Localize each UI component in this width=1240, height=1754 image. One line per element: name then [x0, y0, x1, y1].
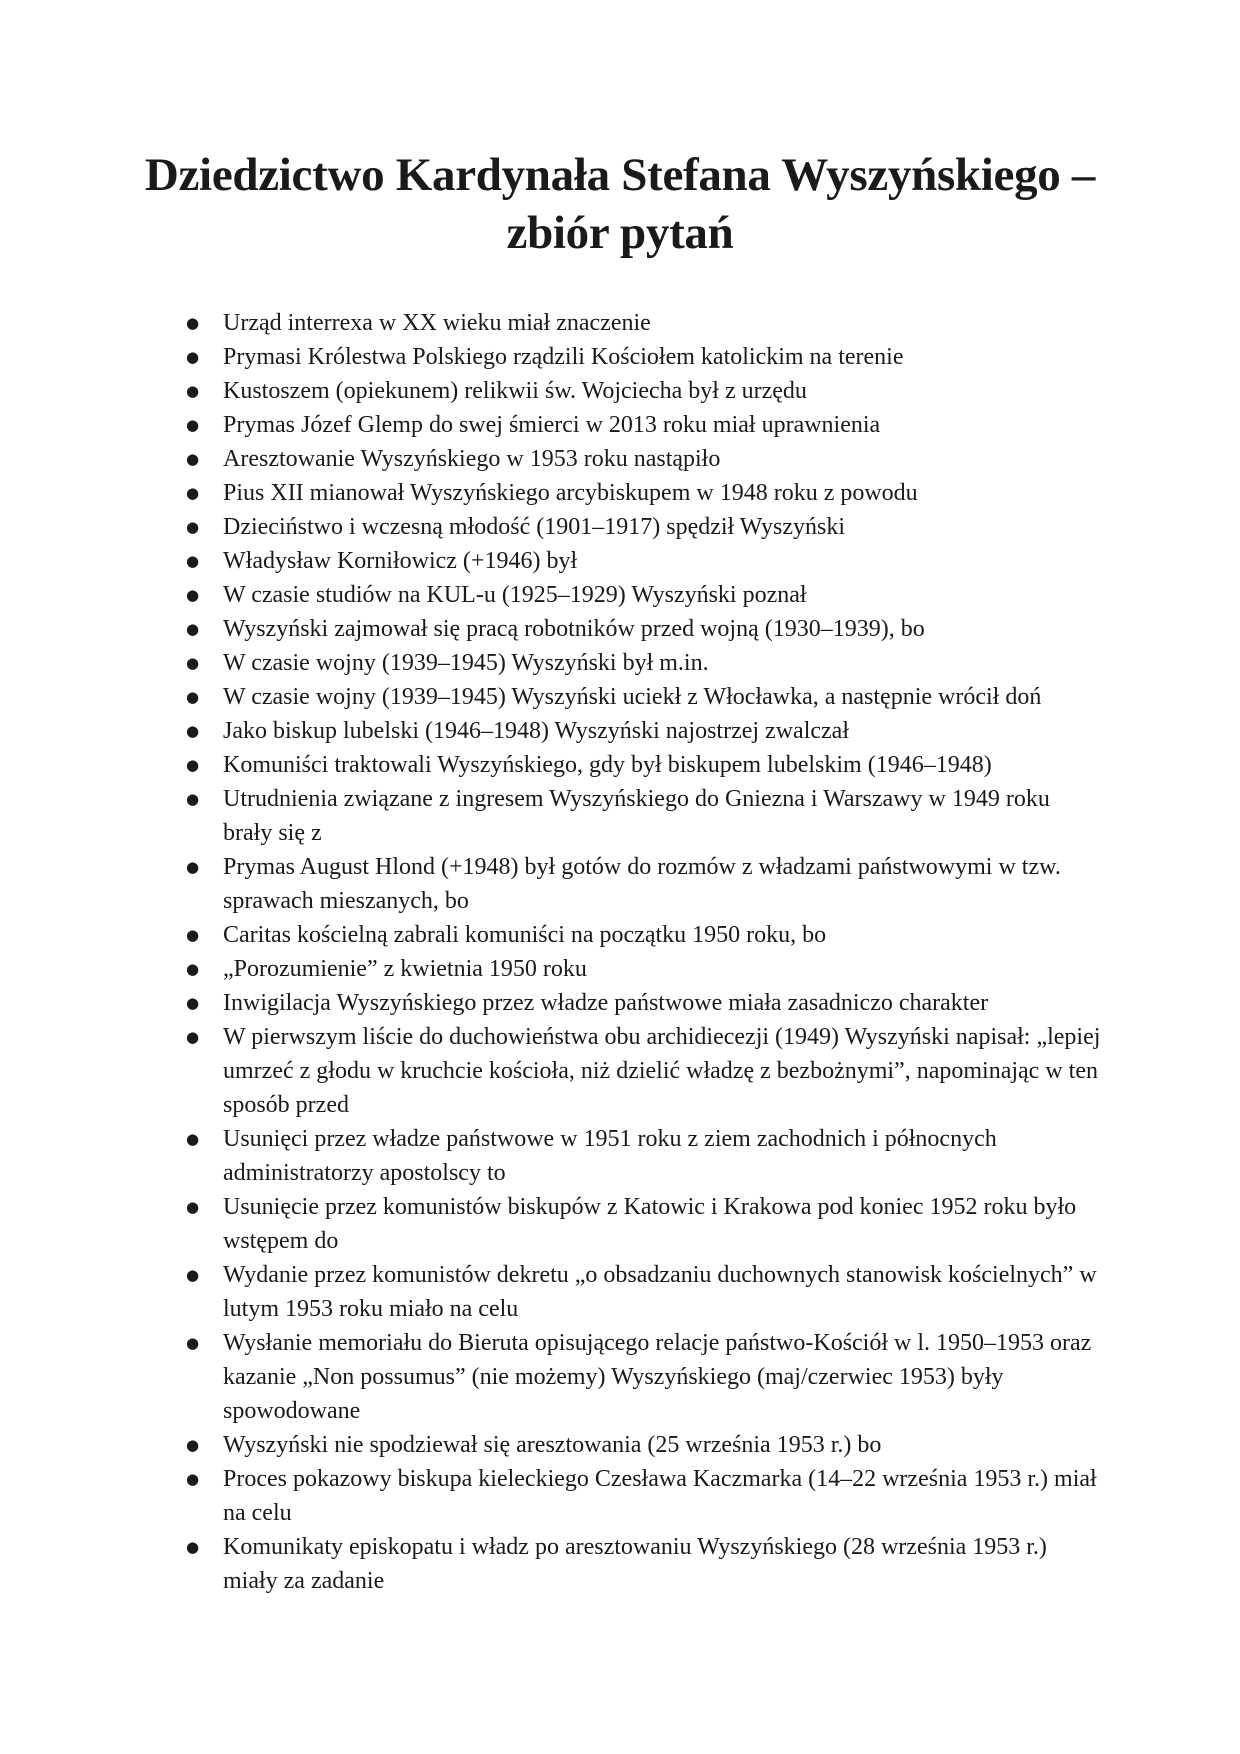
question-item: ● „Porozumienie” z kwietnia 1950 roku [0, 952, 1103, 986]
question-item: ● Utrudnienia związane z ingresem Wyszyńskiego do Gniezna i Warszawy w 1949 roku brały się z [0, 782, 1103, 850]
question-item: ● Wyszyński zajmował się pracą robotników przed wojną (1930–1939), bo [0, 612, 1103, 646]
question-item: ● Prymas August Hlond (+1948) był gotów do rozmów z władzami państwowymi w tzw. sprawach mieszanych, bo [0, 850, 1103, 918]
question-item: ● W czasie wojny (1939–1945) Wyszyński był m.in. [0, 646, 1103, 680]
question-item: ● Inwigilacja Wyszyńskiego przez władze państwowe miała zasadniczo charakter [0, 986, 1103, 1020]
question-item: ● Wysłanie memoriału do Bieruta opisującego relacje państwo-Kościół w l. 1950–1953 oraz kazanie „Non possumus” (nie możemy) Wyszyńskiego (maj/czerwiec 1953) były spowodowane [0, 1326, 1103, 1428]
question-item: ● Dzieciństwo i wczesną młodość (1901–1917) spędził Wyszyński [0, 510, 1103, 544]
page-title-line-1: Dziedzictwo Kardynała Stefana Wyszyńskiego – [144, 149, 1096, 201]
question-item: ● Jako biskup lubelski (1946–1948) Wyszyński najostrzej zwalczał [0, 714, 1103, 748]
question-item: ● Usunięcie przez komunistów biskupów z Katowic i Krakowa pod koniec 1952 roku było wstępem do [0, 1190, 1103, 1258]
question-item: ● Aresztowanie Wyszyńskiego w 1953 roku nastąpiło [0, 442, 1103, 476]
question-item: ● Komunikaty episkopatu i władz po aresztowaniu Wyszyńskiego (28 września 1953 r.) miały za zadanie [0, 1530, 1103, 1598]
question-item: ● Władysław Korniłowicz (+1946) był [0, 544, 1103, 578]
question-item: ● W pierwszym liście do duchowieństwa obu archidiecezji (1949) Wyszyński napisał: „lepiej umrzeć z głodu w kruchcie kościoła, niż dzielić władzę z bezbożnymi”, napominając w ten sposób przed [0, 1020, 1103, 1122]
question-item: ● Wydanie przez komunistów dekretu „o obsadzaniu duchownych stanowisk kościelnych” w lutym 1953 roku miało na celu [0, 1258, 1103, 1326]
page-title-line-2: zbiór pytań [506, 207, 734, 259]
question-item: ● Prymasi Królestwa Polskiego rządzili Kościołem katolickim na terenie [0, 340, 1103, 374]
question-item: ● Kustoszem (opiekunem) relikwii św. Wojciecha był z urzędu [0, 374, 1103, 408]
question-item: ● Komuniści traktowali Wyszyńskiego, gdy był biskupem lubelskim (1946–1948) [0, 748, 1103, 782]
question-list [0, 306, 1240, 1598]
question-item: ● W czasie wojny (1939–1945) Wyszyński uciekł z Włocławka, a następnie wrócił doń [0, 680, 1103, 714]
question-item: ● Usunięci przez władze państwowe w 1951 roku z ziem zachodnich i północnych administratorzy apostolscy to [0, 1122, 1103, 1190]
question-item: ● Prymas Józef Glemp do swej śmierci w 2013 roku miał uprawnienia [0, 408, 1103, 442]
question-item: ● W czasie studiów na KUL-u (1925–1929) Wyszyński poznał [0, 578, 1103, 612]
page-title [100, 146, 1140, 262]
question-item: ● Pius XII mianował Wyszyńskiego arcybiskupem w 1948 roku z powodu [0, 476, 1103, 510]
question-item: ● Caritas kościelną zabrali komuniści na początku 1950 roku, bo [0, 918, 1103, 952]
question-item: ● Urząd interrexa w XX wieku miał znaczenie [0, 306, 1103, 340]
question-item: ● Wyszyński nie spodziewał się aresztowania (25 września 1953 r.) bo [0, 1428, 1103, 1462]
question-item: ● Proces pokazowy biskupa kieleckiego Czesława Kaczmarka (14–22 września 1953 r.) miał na celu [0, 1462, 1103, 1530]
